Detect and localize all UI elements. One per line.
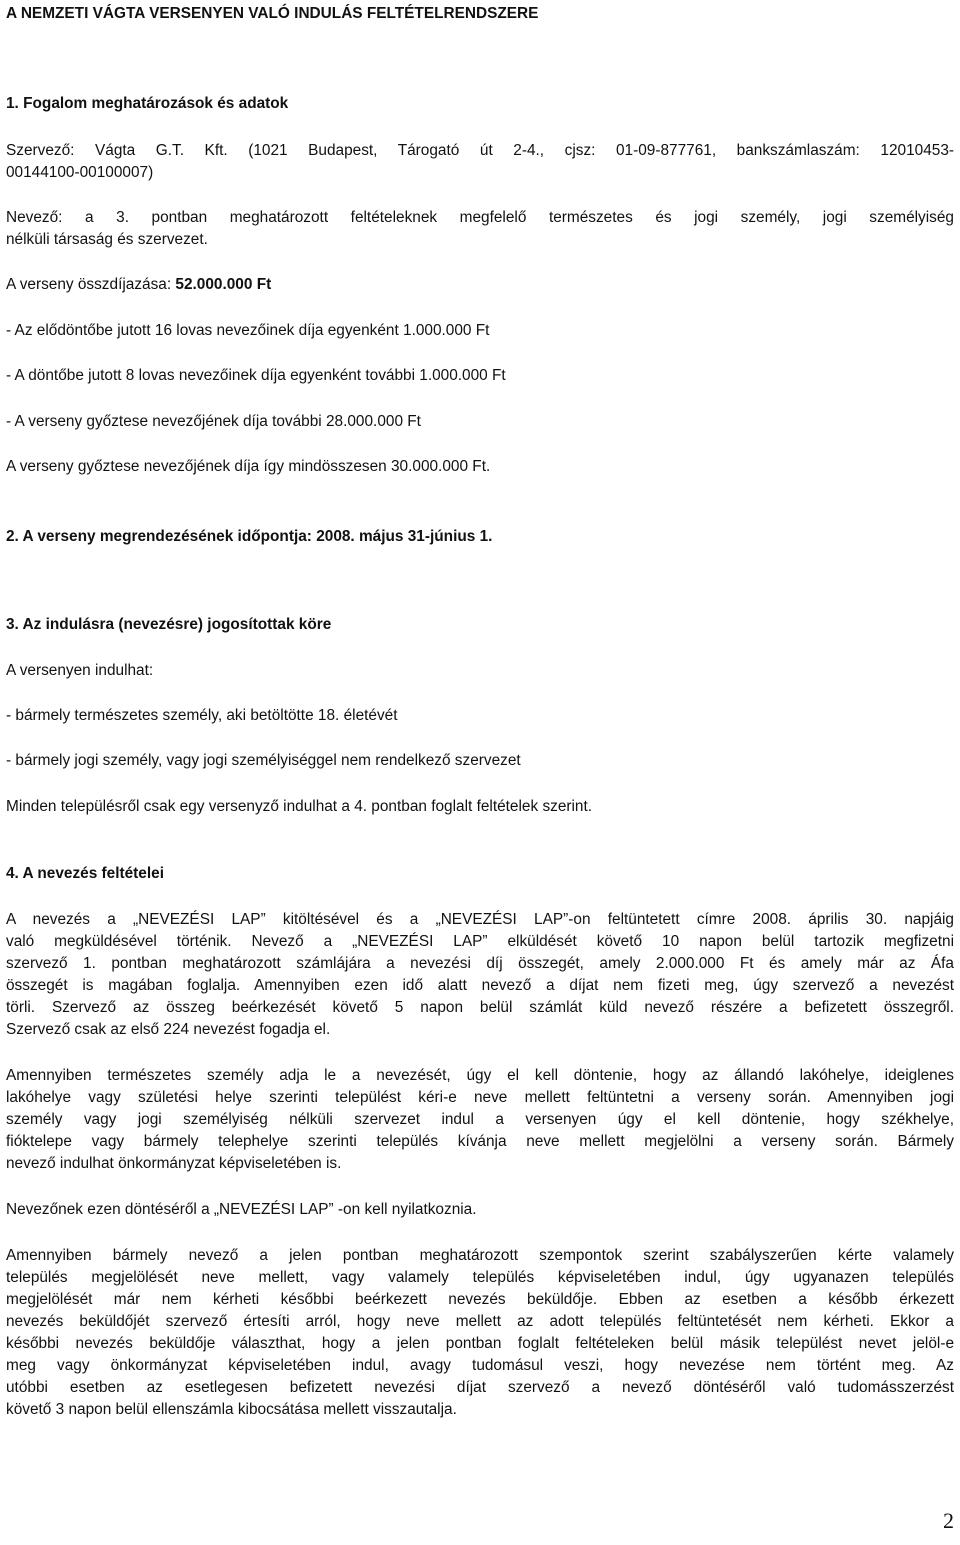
prize-winner-total: A verseny győztese nevezőjének díja így mindösszesen 30.000.000 Ft.	[6, 458, 491, 475]
eligibility-note: Minden településről csak egy versenyző indulhat a 4. pontban foglalt feltételek szerint.	[6, 798, 593, 815]
section-4-p4-line: nevezés beküldőjét szervező értesíti arról, hogy neve mellett az adott település feltüntetését nem kérheti. Ekkor a	[6, 1313, 954, 1330]
eligibility-legal-person: - bármely jogi személy, vagy jogi személyiséggel nem rendelkező szervezet	[6, 752, 521, 769]
entrant-line-1: Nevező: a 3. pontban meghatározott feltételeknek megfelelő természetes és jogi személy, jogi személyiség	[6, 209, 954, 226]
section-4-p2-line: személy vagy jogi személyiség nélküli szervezet indul a versenyen úgy el kell döntenie, hogy székhelye,	[6, 1111, 954, 1128]
section-1-heading: 1. Fogalom meghatározások és adatok	[6, 95, 289, 112]
total-prize-value: 52.000.000 Ft	[175, 276, 272, 293]
eligibility-intro: A versenyen indulhat:	[6, 662, 154, 679]
section-4-p4-line: megjelölését már nem kérheti későbbi beérkezett nevezés beküldője. Ebben az esetben a később érkezett	[6, 1291, 954, 1308]
section-4-p4-line: Amennyiben bármely nevező a jelen pontban meghatározott szempontok szerint szabályszerűen kérte valamely	[6, 1247, 954, 1264]
section-4-p2-line: lakóhelye vagy születési helye szerinti települést kéri-e neve mellett feltüntetni a verseny során. Amennyiben jogi	[6, 1089, 954, 1106]
section-3-heading: 3. Az indulásra (nevezésre) jogosítottak köre	[6, 616, 332, 633]
section-4-p2-line: fióktelepe vagy bármely telephelye szerinti település kívánja neve mellett megjelölni a verseny során. Bármely	[6, 1133, 954, 1150]
section-4-heading: 4. A nevezés feltételei	[6, 865, 164, 882]
section-4-p2-line: nevező indulhat önkormányzat képviseletében is.	[6, 1155, 342, 1172]
document-title: A NEMZETI VÁGTA VERSENYEN VALÓ INDULÁS FELTÉTELRENDSZERE	[6, 5, 539, 22]
section-4-p1-line: A nevezés a „NEVEZÉSI LAP” kitöltésével és a „NEVEZÉSI LAP”-on feltüntetett címre 2008. április 30. napjáig	[6, 911, 954, 928]
entrant-line-2: nélküli társaság és szervezet.	[6, 231, 208, 248]
section-4-p2-line: Amennyiben természetes személy adja le a nevezését, úgy el kell döntenie, hogy az állandó lakóhelye, ideiglenes	[6, 1067, 954, 1084]
prize-final: - A döntőbe jutott 8 lovas nevezőinek díja egyenként további 1.000.000 Ft	[6, 367, 506, 384]
section-4-p1-line: Szervező csak az első 224 nevezést fogadja el.	[6, 1021, 331, 1038]
page-number: 2	[943, 1508, 954, 1533]
section-4-p4-line: meg vagy önkormányzat képviseletében indul, avagy tudomásul veszi, hogy nevezése nem történt meg. Az	[6, 1357, 954, 1374]
section-4-p1-line: összegét is magában foglalja. Amennyiben ezen idő alatt nevező a díjat nem fizeti meg, úgy szervező a nevezést	[6, 977, 954, 994]
organizer-line-2: 00144100-00100007)	[6, 164, 154, 181]
total-prize-line	[6, 275, 954, 295]
section-4-p4-line: követő 3 napon belül ellenszámla kibocsátása mellett visszautalja.	[6, 1401, 457, 1418]
section-2-heading: 2. A verseny megrendezésének időpontja: 2008. május 31-június 1.	[6, 528, 493, 545]
section-4-p3: Nevezőnek ezen döntéséről a „NEVEZÉSI LAP” -on kell nyilatkoznia.	[6, 1201, 477, 1218]
organizer-line-1: Szervező: Vágta G.T. Kft. (1021 Budapest, Tárogató út 2-4., cjsz: 01-09-877761, bankszámlaszám: 12010453-	[6, 142, 954, 159]
prize-semifinal: - Az elődöntőbe jutott 16 lovas nevezőinek díja egyenként 1.000.000 Ft	[6, 322, 490, 339]
section-4-p1-line: szervező 1. pontban meghatározott számlájára a nevezési díj összegét, amely 2.000.000 Ft és amely már az Áfa	[6, 955, 954, 972]
section-4-p1-line: való megküldésével történik. Nevező a „NEVEZÉSI LAP” elküldését követő 10 napon belül tartozik megfizetni	[6, 933, 954, 950]
prize-winner: - A verseny győztese nevezőjének díja további 28.000.000 Ft	[6, 413, 421, 430]
total-prize-label: A verseny összdíjazása:	[6, 276, 176, 293]
eligibility-natural-person: - bármely természetes személy, aki betöltötte 18. életévét	[6, 707, 398, 724]
section-4-p4-line: település megjelölését neve mellett, vagy valamely település képviseletében indul, úgy ugyanazen település	[6, 1269, 954, 1286]
section-4-p1-line: törli. Szervező az összeg beérkezését követő 5 napon belül számlát küld nevező részére a befizetett összegről.	[6, 999, 954, 1016]
section-4-p4-line: utóbbi esetben az esetlegesen befizetett nevezési díjat szervező a nevező döntéséről való tudomásszerzést	[6, 1379, 954, 1396]
section-4-p4-line: későbbi nevezés beküldője választhat, hogy a jelen pontban foglalt feltételeken belül másik települést nevet jelöl-e	[6, 1335, 954, 1352]
